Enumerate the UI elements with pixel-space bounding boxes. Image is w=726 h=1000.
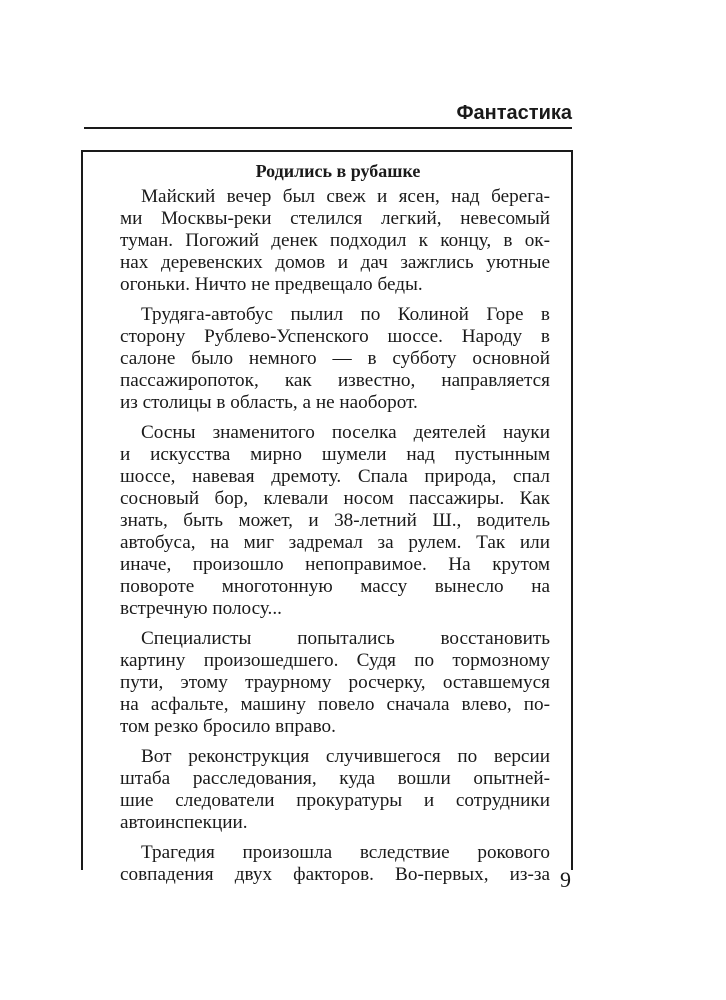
text-line: шие следователи прокуратуры и сотрудники — [120, 790, 550, 811]
article-title: Родились в рубашке — [255, 161, 421, 181]
text-line: огоньки. Ничто не предвещало беды. — [120, 274, 423, 295]
text-line: совпадения двух факторов. Во-первых, из-за — [120, 864, 550, 885]
text-line: знать, быть может, и 38-летний Ш., водитель — [120, 510, 550, 531]
header-divider — [84, 127, 572, 129]
text-line: ми Москвы-реки стелился легкий, невесомый — [120, 208, 550, 229]
text-line: повороте многотонную массу вынесло на — [120, 576, 550, 597]
text-line: из столицы в область, а не наоборот. — [120, 392, 418, 413]
article-body — [120, 160, 550, 894]
text-line: Трагедия произошла вследствие рокового — [141, 842, 550, 863]
text-line: на асфальте, машину повело сначала влево, по- — [120, 694, 550, 715]
text-line: Специалисты попытались восстановить — [141, 628, 550, 649]
text-line: шоссе, навевая дремоту. Спала природа, спал — [120, 466, 550, 487]
text-line: Майский вечер был свеж и ясен, над берега- — [141, 186, 550, 207]
text-line: пассажиропоток, как известно, направляется — [120, 370, 550, 391]
paragraph — [120, 422, 550, 620]
section-title: Фантастика — [456, 102, 572, 124]
text-line: встречную полосу... — [120, 598, 282, 619]
paragraph — [120, 842, 550, 886]
page-number: 9 — [560, 867, 571, 892]
paragraph — [120, 186, 550, 296]
text-line: нах деревенских домов и дач зажглись уютные — [120, 252, 550, 273]
text-line: сторону Рублево-Успенского шоссе. Народу в — [120, 326, 550, 347]
text-line: и искусства мирно шумели над пустынным — [120, 444, 550, 465]
text-line: автобуса, на миг задремал за рулем. Так или — [120, 532, 550, 553]
text-line: штаба расследования, куда вошли опытней- — [120, 768, 550, 789]
paragraph — [120, 746, 550, 834]
text-line: том резко бросило вправо. — [120, 716, 336, 737]
text-line: туман. Погожий денек подходил к концу, в ок- — [120, 230, 550, 251]
text-line: Вот реконструкция случившегося по версии — [141, 746, 550, 767]
text-line: Сосны знаменитого поселка деятелей науки — [141, 422, 550, 443]
text-line: иначе, произошло непоправимое. На крутом — [120, 554, 550, 575]
text-line: сосновый бор, клевали носом пассажиры. Как — [120, 488, 550, 509]
paragraph — [120, 628, 550, 738]
text-line: автоинспекции. — [120, 812, 248, 833]
paragraph — [120, 304, 550, 414]
text-line: пути, этому траурному росчерку, оставшемуся — [120, 672, 550, 693]
text-line: Трудяга-автобус пылил по Колиной Горе в — [141, 304, 550, 325]
text-line: картину произошедшего. Судя по тормозному — [120, 650, 550, 671]
text-line: салоне было немного — в субботу основной — [120, 348, 550, 369]
